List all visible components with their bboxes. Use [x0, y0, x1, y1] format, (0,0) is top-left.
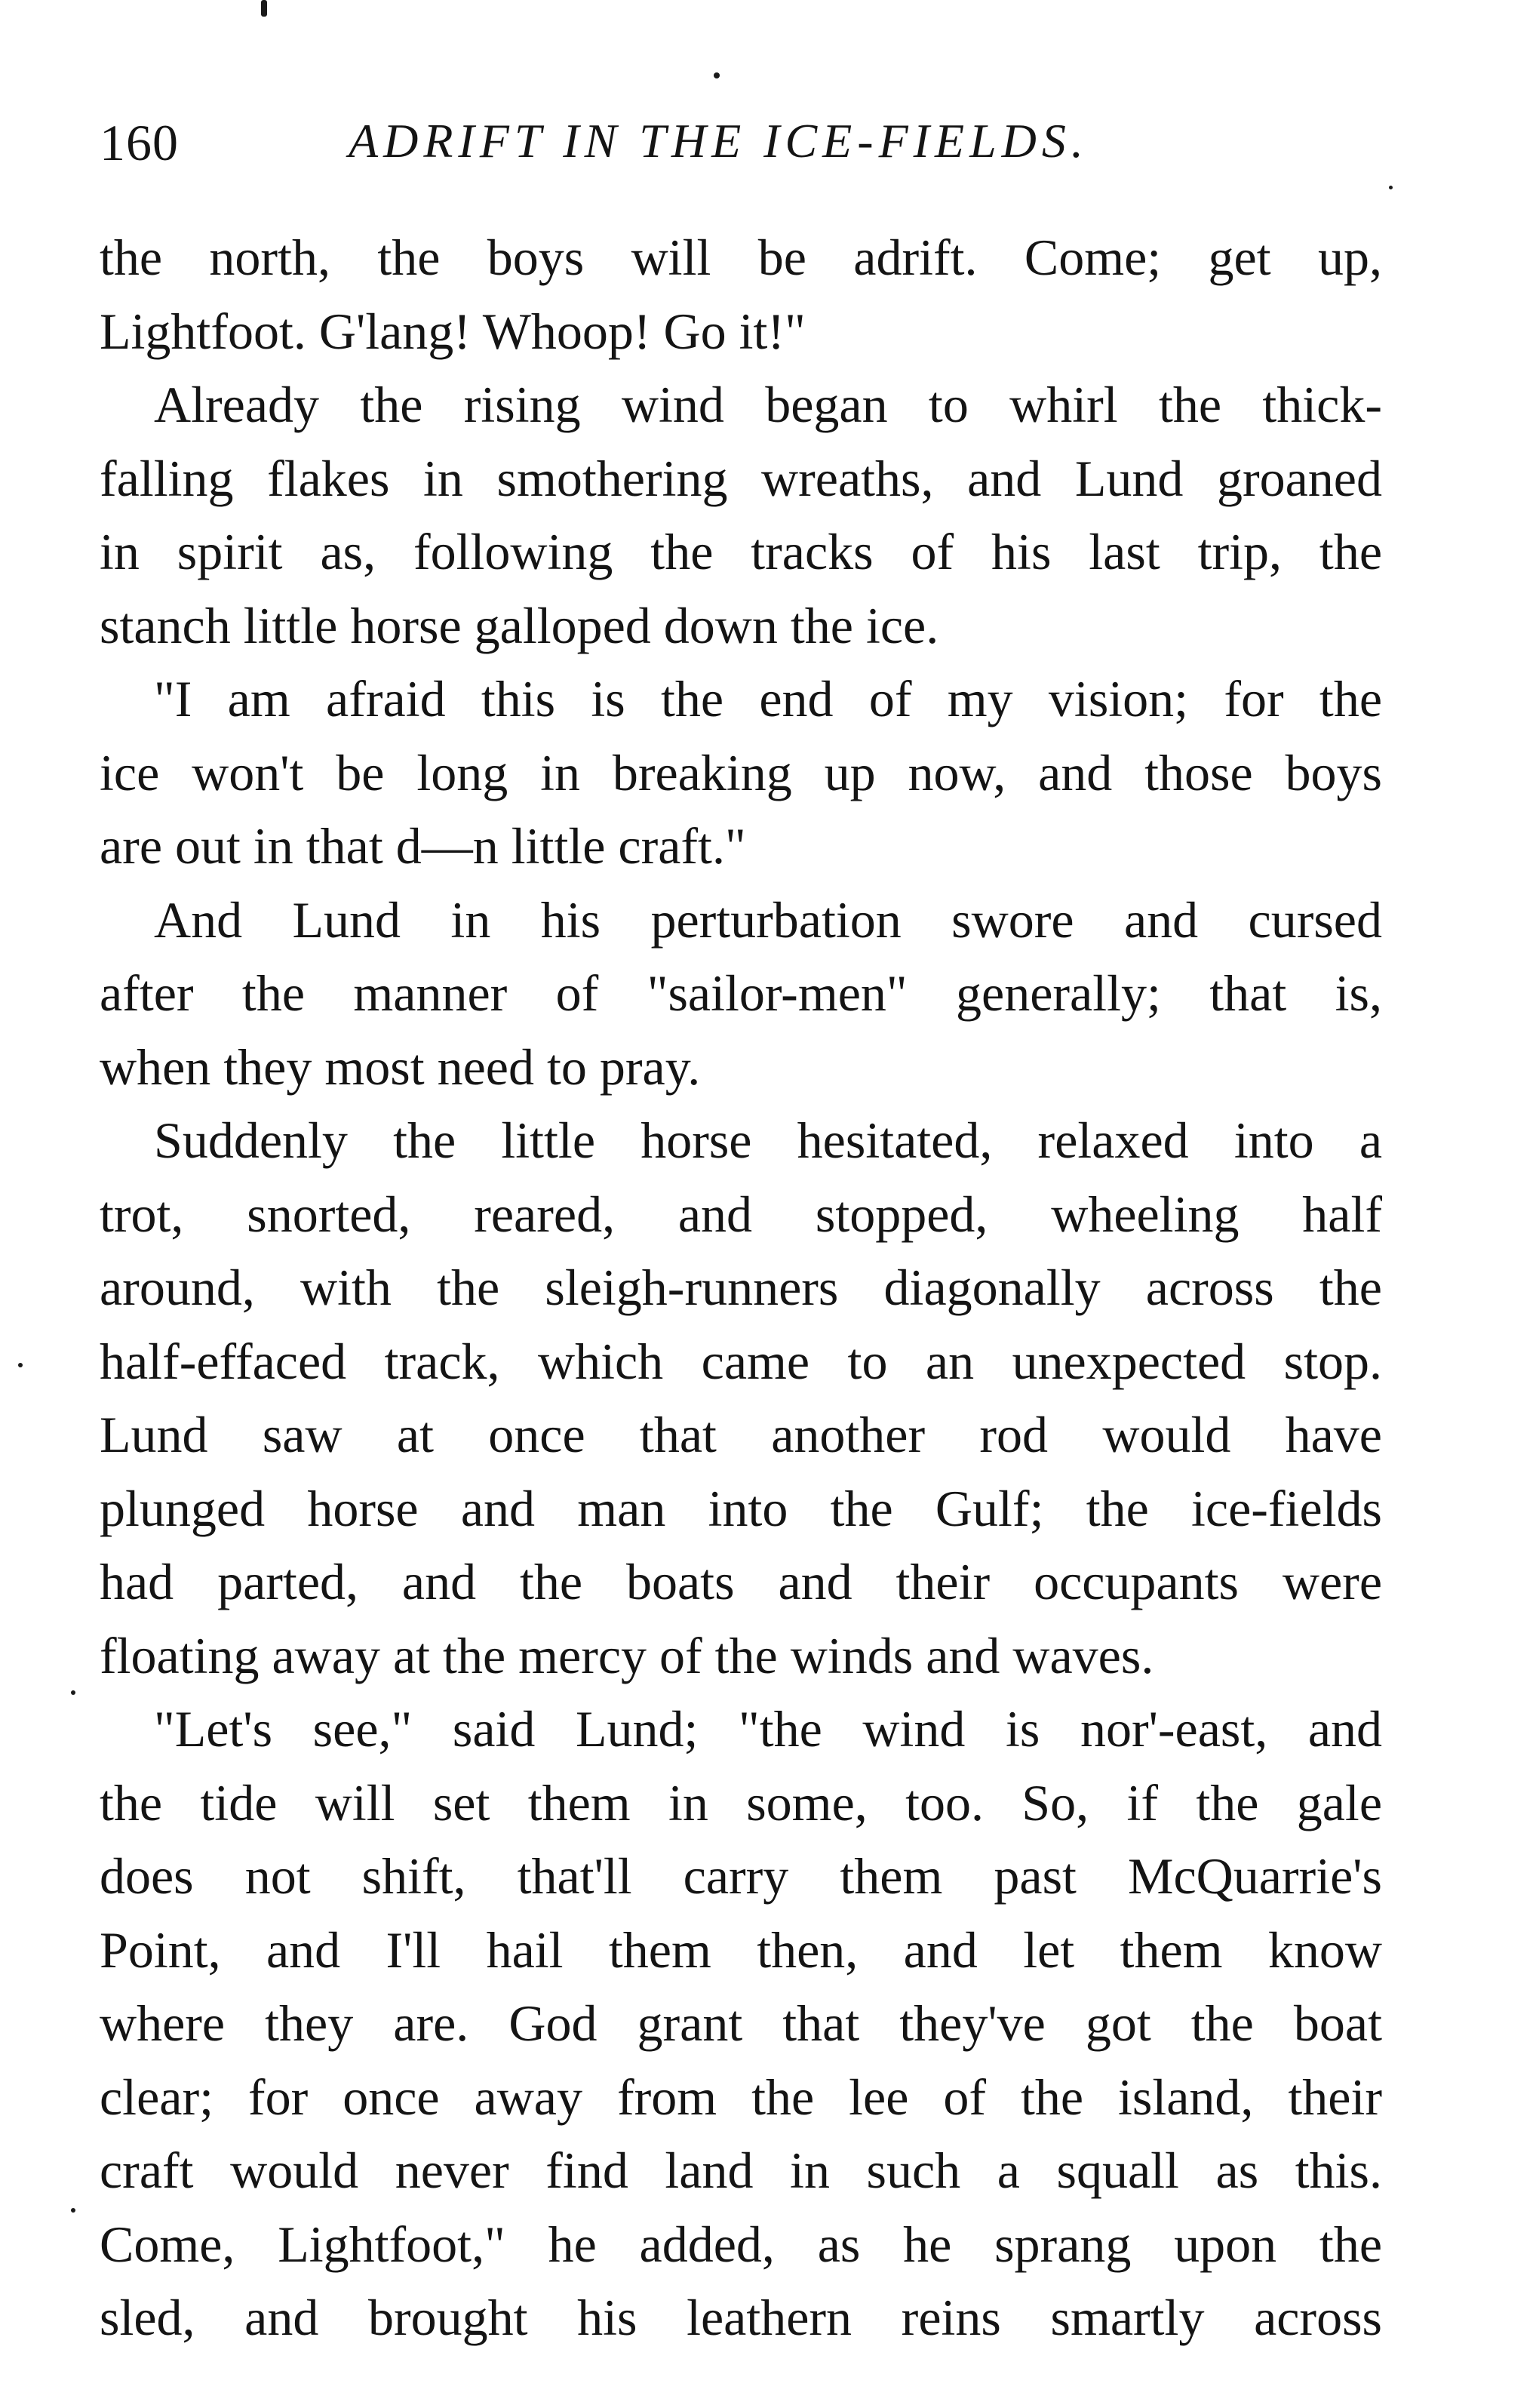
ink-speck	[261, 0, 267, 17]
text-line: sled, and brought his leathern reins smartly across	[100, 2289, 1382, 2346]
text-line: Lund saw at once that another rod would have	[100, 1406, 1382, 1463]
text-line: clear; for once away from the lee of the island, their	[100, 2068, 1382, 2126]
ink-speck	[71, 2208, 75, 2213]
text-line: are out in that d—n little craft."	[100, 817, 746, 875]
running-title: ADRIFT IN THE ICE-FIELDS.	[349, 114, 1089, 168]
text-line: Lightfoot. G'lang! Whoop! Go it!"	[100, 302, 806, 360]
text-line: around, with the sleigh-runners diagonally across the	[100, 1259, 1382, 1316]
text-line: plunged horse and man into the Gulf; the ice-fields	[100, 1479, 1382, 1537]
text-line: Point, and I'll hail them then, and let them know	[100, 1921, 1382, 1979]
ink-speck	[714, 72, 720, 78]
text-line: Come, Lightfoot," he added, as he sprang upon the	[100, 2215, 1382, 2273]
text-line: does not shift, that'll carry them past McQuarrie's	[100, 1847, 1382, 1905]
text-line: And Lund in his perturbation swore and cursed	[154, 890, 1382, 949]
text-line: trot, snorted, reared, and stopped, wheeling half	[100, 1185, 1382, 1243]
text-line: Suddenly the little horse hesitated, relaxed into a	[154, 1112, 1382, 1169]
text-line: "Let's see," said Lund; "the wind is nor'-east, and	[154, 1700, 1382, 1758]
text-line: where they are. God grant that they've got the boat	[100, 1994, 1382, 2052]
ink-speck	[18, 1363, 23, 1367]
text-line: the north, the boys will be adrift. Come; get up,	[100, 229, 1382, 286]
text-line: had parted, and the boats and their occupants were	[100, 1553, 1382, 1610]
text-line: craft would never find land in such a squall as this.	[100, 2142, 1382, 2199]
text-line: floating away at the mercy of the winds and waves.	[100, 1626, 1154, 1684]
text-line: in spirit as, following the tracks of his last trip, the	[100, 523, 1382, 580]
page-number: 160	[100, 114, 179, 171]
ink-speck	[71, 1690, 75, 1695]
text-line: falling flakes in smothering wreaths, and Lund groaned	[100, 449, 1382, 507]
text-line: stanch little horse galloped down the ice.	[100, 596, 939, 654]
text-line: "I am afraid this is the end of my vision; for the	[154, 670, 1382, 727]
text-line: when they most need to pray.	[100, 1038, 701, 1096]
text-line: half-effaced track, which came to an unexpected stop.	[100, 1332, 1382, 1390]
text-line: the tide will set them in some, too. So, if the gale	[100, 1773, 1382, 1831]
ink-speck	[1389, 186, 1393, 189]
body-text	[100, 221, 1382, 2355]
text-line: after the manner of "sailor-men" generally; that is,	[100, 964, 1382, 1022]
page-header	[100, 113, 1438, 174]
text-line: Already the rising wind began to whirl the thick-	[154, 376, 1382, 433]
text-line: ice won't be long in breaking up now, and those boys	[100, 743, 1382, 801]
